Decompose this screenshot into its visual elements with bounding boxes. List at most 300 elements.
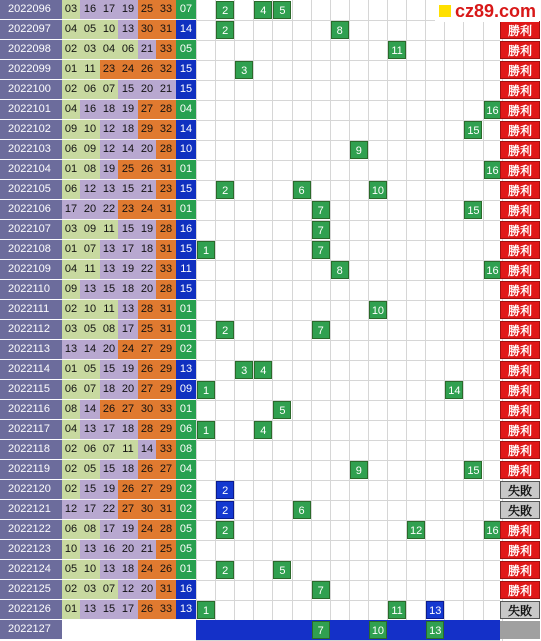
issue-number: 2022125 (0, 580, 62, 599)
prediction-row-bar (196, 620, 500, 640)
red-ball: 28 (156, 140, 176, 159)
red-ball: 18 (118, 420, 138, 439)
grid-hline (196, 200, 500, 201)
red-ball: 01 (62, 360, 80, 379)
issue-number: 2022106 (0, 200, 62, 219)
red-ball: 30 (138, 500, 156, 519)
grid-hline (196, 100, 500, 101)
red-ball: 31 (156, 200, 176, 219)
red-ball: 15 (118, 220, 138, 239)
hit-marker: 16 (484, 101, 502, 119)
red-ball: 20 (118, 540, 138, 559)
hit-marker: 7 (312, 221, 330, 239)
result-win-badge: 勝利 (500, 381, 540, 399)
blue-ball: 02 (176, 340, 196, 359)
red-ball: 25 (156, 540, 176, 559)
red-ball: 01 (62, 60, 80, 79)
blue-ball: 15 (176, 280, 196, 299)
grid-hline (196, 320, 500, 321)
red-ball: 19 (118, 100, 138, 119)
red-ball: 13 (80, 420, 100, 439)
grid-hline (196, 560, 500, 561)
red-ball: 06 (62, 380, 80, 399)
blue-ball: 05 (176, 520, 196, 539)
red-ball: 17 (118, 320, 138, 339)
grid-hline (196, 520, 500, 521)
red-ball: 03 (80, 580, 100, 599)
red-ball: 30 (138, 400, 156, 419)
issue-number: 2022116 (0, 400, 62, 419)
issue-number: 2022118 (0, 440, 62, 459)
issue-number: 2022113 (0, 340, 62, 359)
red-ball: 02 (62, 460, 80, 479)
red-ball: 20 (138, 280, 156, 299)
red-ball: 04 (62, 20, 80, 39)
issue-number: 2022121 (0, 500, 62, 519)
red-ball: 27 (138, 340, 156, 359)
result-win-badge: 勝利 (500, 221, 540, 239)
red-ball: 15 (80, 480, 100, 499)
red-ball: 13 (100, 180, 118, 199)
red-ball: 06 (62, 180, 80, 199)
blue-ball: 13 (176, 600, 196, 619)
red-ball: 28 (156, 520, 176, 539)
hit-marker: 15 (464, 201, 482, 219)
grid-hline (196, 40, 500, 41)
issue-number: 2022108 (0, 240, 62, 259)
red-ball: 13 (62, 340, 80, 359)
hit-marker: 1 (197, 241, 215, 259)
red-ball: 26 (156, 560, 176, 579)
red-ball: 13 (80, 540, 100, 559)
red-ball (62, 620, 80, 639)
red-ball: 19 (138, 220, 156, 239)
hit-marker: 2 (216, 481, 234, 499)
issue-number: 2022110 (0, 280, 62, 299)
hit-marker: 12 (407, 521, 425, 539)
red-ball: 27 (118, 400, 138, 419)
result-win-badge: 勝利 (500, 281, 540, 299)
site-logo[interactable] (435, 0, 539, 22)
red-ball: 28 (156, 100, 176, 119)
blue-ball: 14 (176, 120, 196, 139)
logo-text: cz89.com (455, 1, 537, 21)
hit-marker: 2 (216, 1, 234, 19)
red-ball: 33 (156, 400, 176, 419)
red-ball: 19 (100, 160, 118, 179)
red-ball: 04 (62, 100, 80, 119)
red-ball: 11 (100, 300, 118, 319)
result-win-badge: 勝利 (500, 581, 540, 599)
issue-number: 2022126 (0, 600, 62, 619)
red-ball: 14 (80, 400, 100, 419)
red-ball: 15 (118, 80, 138, 99)
red-ball: 06 (62, 140, 80, 159)
hit-marker: 2 (216, 501, 234, 519)
result-win-badge: 勝利 (500, 101, 540, 119)
blue-ball: 15 (176, 80, 196, 99)
red-ball: 21 (138, 180, 156, 199)
hit-marker: 7 (312, 621, 330, 639)
hit-marker: 11 (388, 41, 406, 59)
grid-hline (196, 500, 500, 501)
red-ball: 10 (62, 540, 80, 559)
red-ball: 29 (156, 340, 176, 359)
blue-ball: 05 (176, 540, 196, 559)
hit-marker: 11 (388, 601, 406, 619)
red-ball: 14 (138, 440, 156, 459)
red-ball: 18 (118, 460, 138, 479)
red-ball: 10 (80, 560, 100, 579)
red-ball: 32 (156, 120, 176, 139)
red-ball: 07 (100, 580, 118, 599)
red-ball: 03 (62, 0, 80, 19)
result-win-badge: 勝利 (500, 241, 540, 259)
red-ball: 23 (100, 60, 118, 79)
red-ball: 27 (138, 100, 156, 119)
blue-ball: 15 (176, 60, 196, 79)
blue-ball: 14 (176, 20, 196, 39)
result-win-badge: 勝利 (500, 461, 540, 479)
hit-marker: 2 (216, 321, 234, 339)
red-ball: 15 (118, 180, 138, 199)
issue-number: 2022105 (0, 180, 62, 199)
red-ball: 18 (118, 280, 138, 299)
result-win-badge: 勝利 (500, 121, 540, 139)
blue-ball: 15 (176, 240, 196, 259)
red-ball: 26 (118, 480, 138, 499)
red-ball: 23 (118, 200, 138, 219)
issue-number: 2022100 (0, 80, 62, 99)
blue-ball: 01 (176, 160, 196, 179)
blue-ball: 11 (176, 260, 196, 279)
red-ball: 19 (118, 520, 138, 539)
result-win-badge: 勝利 (500, 401, 540, 419)
grid-hline (196, 480, 500, 481)
red-ball: 11 (100, 220, 118, 239)
red-ball: 24 (138, 520, 156, 539)
blue-ball: 02 (176, 480, 196, 499)
red-ball: 01 (62, 600, 80, 619)
hit-marker: 10 (369, 621, 387, 639)
red-ball: 33 (156, 600, 176, 619)
hit-marker: 4 (254, 421, 272, 439)
blue-ball: 01 (176, 320, 196, 339)
red-ball: 11 (80, 60, 100, 79)
grid-hline (196, 140, 500, 141)
result-win-badge: 勝利 (500, 261, 540, 279)
hit-marker: 7 (312, 241, 330, 259)
red-ball: 27 (138, 480, 156, 499)
red-ball: 13 (100, 240, 118, 259)
red-ball: 27 (118, 500, 138, 519)
blue-ball: 08 (176, 440, 196, 459)
hit-marker: 14 (445, 381, 463, 399)
hit-marker: 1 (197, 381, 215, 399)
blue-ball: 04 (176, 460, 196, 479)
red-ball: 05 (80, 460, 100, 479)
red-ball: 29 (156, 380, 176, 399)
red-ball: 12 (100, 120, 118, 139)
red-ball: 24 (118, 60, 138, 79)
red-ball: 07 (80, 380, 100, 399)
hit-marker: 2 (216, 21, 234, 39)
red-ball: 11 (118, 440, 138, 459)
red-ball: 25 (138, 320, 156, 339)
red-ball: 12 (62, 500, 80, 519)
red-ball: 29 (156, 420, 176, 439)
red-ball: 18 (100, 100, 118, 119)
grid-hline (196, 180, 500, 181)
grid-hline (196, 280, 500, 281)
red-ball: 14 (80, 340, 100, 359)
issue-number: 2022101 (0, 100, 62, 119)
grid-hline (196, 340, 500, 341)
result-win-badge: 勝利 (500, 201, 540, 219)
result-win-badge: 勝利 (500, 81, 540, 99)
red-ball: 29 (156, 480, 176, 499)
red-ball: 17 (118, 600, 138, 619)
red-ball: 07 (80, 240, 100, 259)
red-ball: 26 (138, 160, 156, 179)
red-ball: 32 (156, 60, 176, 79)
hit-marker: 6 (293, 181, 311, 199)
hit-marker: 5 (273, 561, 291, 579)
issue-number: 2022123 (0, 540, 62, 559)
red-ball: 18 (100, 380, 118, 399)
grid-hline (196, 600, 500, 601)
red-ball: 05 (80, 360, 100, 379)
issue-number: 2022103 (0, 140, 62, 159)
red-ball (156, 620, 176, 639)
hit-marker: 5 (273, 1, 291, 19)
red-ball: 17 (62, 200, 80, 219)
blue-ball: 05 (176, 40, 196, 59)
red-ball: 31 (156, 300, 176, 319)
grid-hline (196, 400, 500, 401)
red-ball: 19 (118, 260, 138, 279)
red-ball: 33 (156, 260, 176, 279)
red-ball: 31 (156, 20, 176, 39)
hit-marker: 1 (197, 601, 215, 619)
red-ball: 20 (80, 200, 100, 219)
hit-marker: 7 (312, 201, 330, 219)
hit-marker: 7 (312, 581, 330, 599)
red-ball: 04 (62, 260, 80, 279)
result-win-badge: 勝利 (500, 561, 540, 579)
red-ball: 19 (118, 360, 138, 379)
red-ball: 05 (80, 320, 100, 339)
issue-number: 2022124 (0, 560, 62, 579)
red-ball: 04 (100, 40, 118, 59)
result-win-badge: 勝利 (500, 41, 540, 59)
hit-marker: 2 (216, 561, 234, 579)
red-ball: 12 (80, 180, 100, 199)
red-ball: 02 (62, 40, 80, 59)
red-ball: 29 (156, 360, 176, 379)
red-ball: 27 (156, 460, 176, 479)
issue-number: 2022104 (0, 160, 62, 179)
hit-marker: 8 (331, 21, 349, 39)
hit-marker: 4 (254, 361, 272, 379)
red-ball: 09 (80, 220, 100, 239)
red-ball: 02 (62, 440, 80, 459)
hit-marker: 9 (350, 461, 368, 479)
red-ball: 15 (100, 600, 118, 619)
hit-marker: 8 (331, 261, 349, 279)
red-ball: 02 (62, 300, 80, 319)
red-ball: 12 (100, 140, 118, 159)
hit-marker: 15 (464, 461, 482, 479)
result-win-badge: 勝利 (500, 361, 540, 379)
blue-ball: 01 (176, 400, 196, 419)
red-ball: 02 (62, 480, 80, 499)
hit-marker: 13 (426, 601, 444, 619)
blue-ball (176, 620, 196, 639)
result-lose-badge: 失敗 (500, 481, 540, 499)
red-ball: 23 (156, 180, 176, 199)
result-win-badge: 勝利 (500, 321, 540, 339)
issue-number: 2022120 (0, 480, 62, 499)
red-ball: 31 (156, 580, 176, 599)
grid-hline (196, 220, 500, 221)
red-ball: 10 (100, 20, 118, 39)
red-ball: 21 (156, 80, 176, 99)
hit-marker: 3 (235, 61, 253, 79)
red-ball: 06 (118, 40, 138, 59)
red-ball: 08 (80, 520, 100, 539)
red-ball: 16 (100, 540, 118, 559)
red-ball: 33 (156, 0, 176, 19)
red-ball (118, 620, 138, 639)
red-ball: 24 (138, 200, 156, 219)
grid-hline (196, 120, 500, 121)
red-ball: 09 (62, 120, 80, 139)
red-ball: 22 (100, 200, 118, 219)
hit-marker: 15 (464, 121, 482, 139)
red-ball: 16 (80, 0, 100, 19)
red-ball: 33 (156, 40, 176, 59)
grid-hline (196, 460, 500, 461)
result-win-badge: 勝利 (500, 441, 540, 459)
red-ball: 07 (100, 80, 118, 99)
red-ball: 26 (138, 360, 156, 379)
red-ball (138, 620, 156, 639)
issue-number: 2022111 (0, 300, 62, 319)
red-ball (80, 620, 100, 639)
red-ball: 06 (80, 440, 100, 459)
red-ball: 19 (118, 0, 138, 19)
result-win-badge: 勝利 (500, 181, 540, 199)
red-ball: 29 (138, 120, 156, 139)
blue-ball: 01 (176, 560, 196, 579)
red-ball (100, 620, 118, 639)
issue-number: 2022112 (0, 320, 62, 339)
hit-marker: 6 (293, 501, 311, 519)
issue-number: 2022096 (0, 0, 62, 19)
red-ball: 31 (156, 160, 176, 179)
red-ball: 03 (80, 40, 100, 59)
red-ball: 11 (80, 260, 100, 279)
red-ball: 08 (80, 160, 100, 179)
hit-marker: 2 (216, 181, 234, 199)
issue-number: 2022115 (0, 380, 62, 399)
hit-marker: 16 (484, 161, 502, 179)
logo-square-icon (439, 5, 451, 17)
red-ball: 18 (118, 120, 138, 139)
red-ball: 21 (138, 40, 156, 59)
blue-ball: 13 (176, 360, 196, 379)
issue-number: 2022119 (0, 460, 62, 479)
red-ball: 05 (80, 20, 100, 39)
issue-number: 2022097 (0, 20, 62, 39)
red-ball: 10 (80, 120, 100, 139)
red-ball: 02 (62, 80, 80, 99)
red-ball: 27 (138, 380, 156, 399)
result-win-badge: 勝利 (500, 521, 540, 539)
red-ball: 10 (80, 300, 100, 319)
result-lose-badge: 失敗 (500, 601, 540, 619)
hit-marker: 10 (369, 181, 387, 199)
grid-hline (196, 540, 500, 541)
hit-marker: 1 (197, 421, 215, 439)
issue-number: 2022107 (0, 220, 62, 239)
red-ball: 20 (138, 140, 156, 159)
red-ball: 20 (118, 380, 138, 399)
blue-ball: 02 (176, 500, 196, 519)
result-lose-badge: 失敗 (500, 501, 540, 519)
issue-number: 2022109 (0, 260, 62, 279)
red-ball: 13 (80, 280, 100, 299)
red-ball: 26 (138, 460, 156, 479)
red-ball: 28 (138, 300, 156, 319)
blue-ball: 04 (176, 100, 196, 119)
red-ball: 31 (156, 240, 176, 259)
result-win-badge: 勝利 (500, 341, 540, 359)
hit-marker: 2 (216, 521, 234, 539)
red-ball: 20 (138, 80, 156, 99)
red-ball: 04 (62, 420, 80, 439)
red-ball: 33 (156, 440, 176, 459)
red-ball: 28 (138, 420, 156, 439)
red-ball: 06 (62, 520, 80, 539)
grid-hline (196, 580, 500, 581)
issue-number: 2022098 (0, 40, 62, 59)
hit-marker: 10 (369, 301, 387, 319)
blue-ball: 16 (176, 580, 196, 599)
hit-marker: 9 (350, 141, 368, 159)
red-ball: 18 (138, 240, 156, 259)
result-win-badge: 勝利 (500, 21, 540, 39)
red-ball: 17 (80, 500, 100, 519)
red-ball: 15 (100, 460, 118, 479)
hit-marker: 13 (426, 621, 444, 639)
red-ball: 01 (62, 160, 80, 179)
blue-ball: 01 (176, 300, 196, 319)
issue-number: 2022102 (0, 120, 62, 139)
blue-ball: 16 (176, 220, 196, 239)
result-win-badge: 勝利 (500, 141, 540, 159)
red-ball: 20 (100, 340, 118, 359)
red-ball: 13 (100, 560, 118, 579)
red-ball: 25 (118, 160, 138, 179)
red-ball: 31 (156, 500, 176, 519)
blue-ball: 09 (176, 380, 196, 399)
red-ball: 05 (62, 560, 80, 579)
red-ball: 15 (100, 360, 118, 379)
red-ball: 26 (100, 400, 118, 419)
result-win-badge: 勝利 (500, 541, 540, 559)
